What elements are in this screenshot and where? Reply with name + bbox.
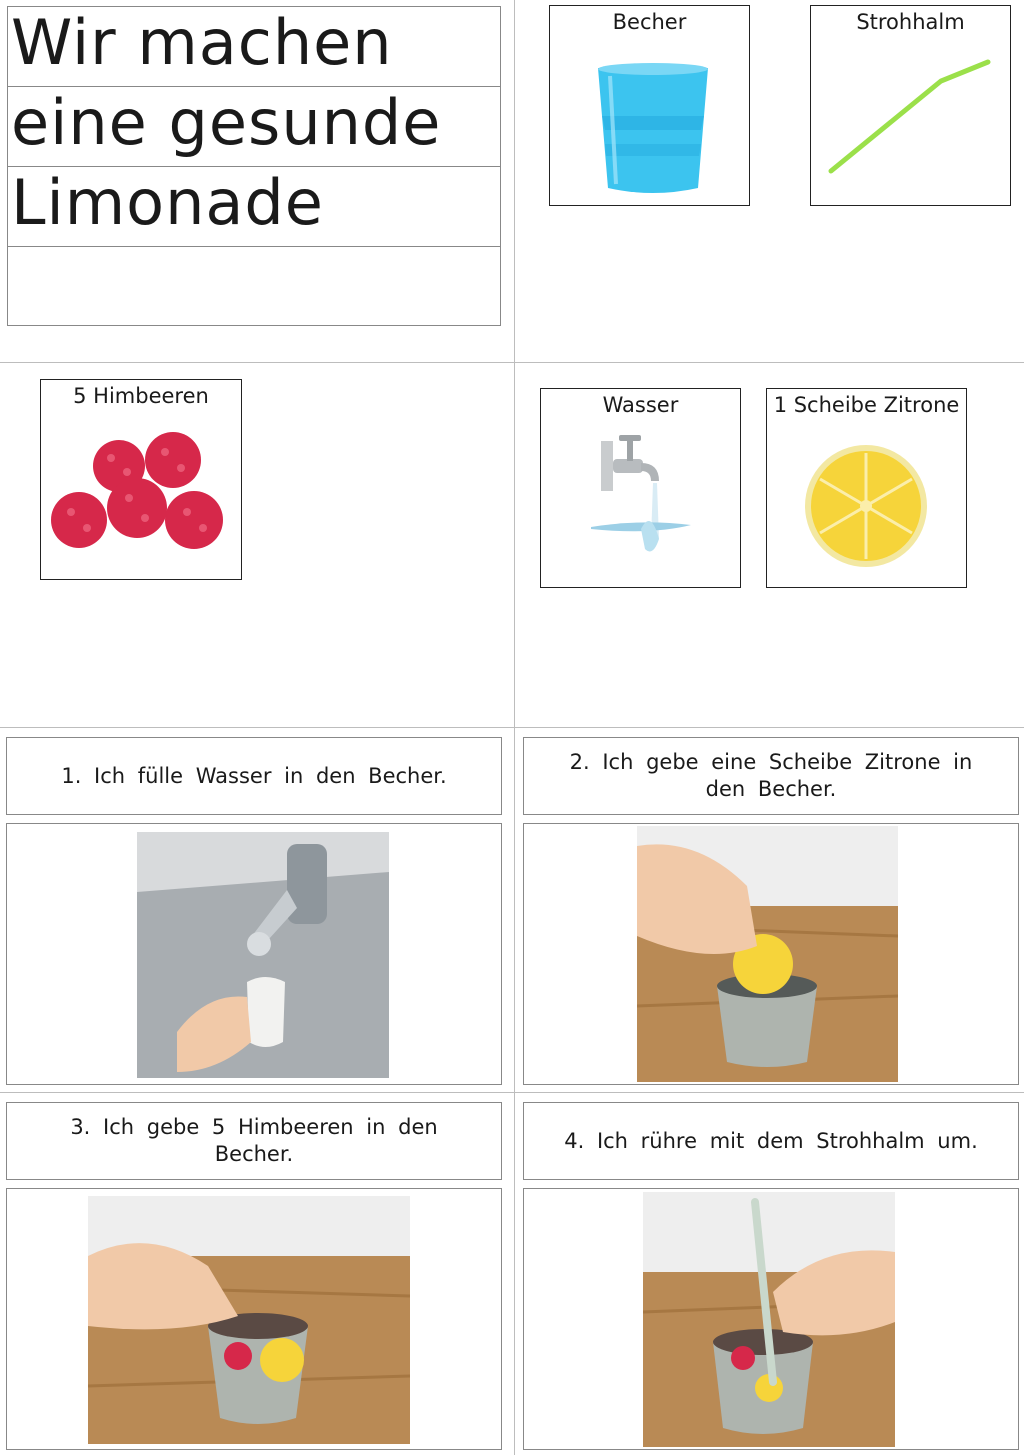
step-2-photo bbox=[637, 826, 898, 1082]
lemon-slice-icon bbox=[767, 389, 968, 589]
ingredient-label-cup: Becher bbox=[612, 10, 687, 34]
ingredient-label-straw: Strohhalm bbox=[856, 10, 965, 34]
step-2-text: 2. Ich gebe eine Scheibe Zitrone in den Becher. bbox=[523, 737, 1019, 815]
step-4-photo-box bbox=[523, 1188, 1019, 1450]
step-4-text: 4. Ich rühre mit dem Strohhalm um. bbox=[523, 1102, 1019, 1180]
cup-icon bbox=[550, 6, 751, 207]
row-divider-2 bbox=[0, 727, 1024, 728]
step-3-photo bbox=[88, 1196, 410, 1444]
step-4-photo bbox=[643, 1192, 895, 1447]
title-text-3: Limonade bbox=[11, 166, 324, 239]
step-3-text: 3. Ich gebe 5 Himbeeren in den Becher. bbox=[6, 1102, 502, 1180]
title-text-2: eine gesunde bbox=[11, 86, 442, 159]
ingredient-card-raspberries bbox=[40, 379, 242, 580]
ingredient-label-lemon: 1 Scheibe Zitrone bbox=[773, 393, 960, 417]
title-line-1 bbox=[8, 7, 500, 87]
ingredient-label-raspberries: 5 Himbeeren bbox=[73, 384, 209, 408]
step-1-text: 1. Ich fülle Wasser in den Becher. bbox=[6, 737, 502, 815]
ingredient-card-water bbox=[540, 388, 741, 588]
step-3-photo-box bbox=[6, 1188, 502, 1450]
ingredient-label-water: Wasser bbox=[602, 393, 679, 417]
step-1-photo-box bbox=[6, 823, 502, 1085]
step-2-photo-box bbox=[523, 823, 1019, 1085]
row-divider-3 bbox=[0, 1092, 1024, 1093]
title-line-2 bbox=[8, 87, 500, 167]
step-1-photo bbox=[137, 832, 389, 1078]
title-line-3 bbox=[8, 167, 500, 247]
ingredient-card-cup bbox=[549, 5, 750, 206]
straw-icon bbox=[811, 6, 1012, 207]
title-line-4 bbox=[8, 247, 500, 327]
ingredient-card-lemon bbox=[766, 388, 967, 588]
raspberries-icon bbox=[41, 380, 243, 581]
title-text-1: Wir machen bbox=[11, 6, 393, 79]
ingredient-card-straw bbox=[810, 5, 1011, 206]
faucet-icon bbox=[541, 389, 742, 589]
row-divider-1 bbox=[0, 362, 1024, 363]
title-box bbox=[7, 6, 501, 326]
